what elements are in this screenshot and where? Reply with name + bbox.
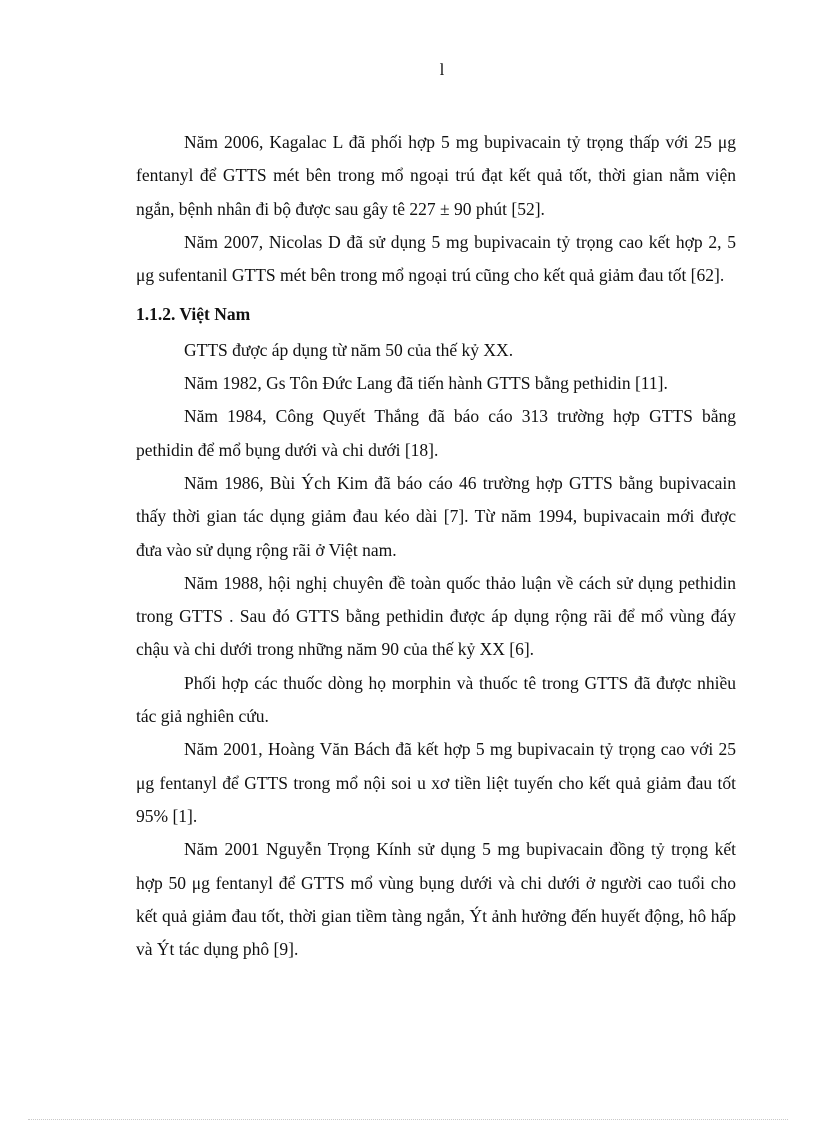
paragraph: Phối hợp các thuốc dòng họ morphin và thuốc tê trong GTTS đã được nhiều tác giả nghiên cứu. — [136, 672, 736, 727]
paragraph: Năm 1984, Công Quyết Thắng đã báo cáo 313 trường hợp GTTS bằng pethidin để mổ bụng dưới và chi dưới [18]. — [136, 406, 736, 460]
paragraph: Năm 2006, Kagalac L đã phối hợp 5 mg bupivacain tỷ trọng thấp với 25 μg fentanyl để GTTS mét bên trong mổ ngoại trú đạt kết quả tốt, thời gian nằm viện ngắn, bệnh nhân đi bộ được sau gây tê 227 ± 90 phút [52]. — [136, 132, 736, 219]
paragraph: Năm 2001 Nguyễn Trọng Kính sử dụng 5 mg bupivacain đồng tỷ trọng kết hợp 50 μg fentanyl để GTTS mổ vùng bụng dưới và chi dưới ở người cao tuổi cho kết quả giảm đau tốt, thời gian tiềm tàng ngắn, Ýt ảnh hưởng đến huyết động, hô hấp và Ýt tác dụng phô [9]. — [136, 839, 736, 960]
paragraph: Năm 1986, Bùi Ých Kim đã báo cáo 46 trường hợp GTTS bằng bupivacain thấy thời gian tác dụng giảm đau kéo dài [7]. Từ năm 1994, bupivacain mới được đưa vào sử dụng rộng rãi ở Việt nam. — [136, 472, 736, 560]
paragraph: GTTS được áp dụng từ năm 50 của thế kỷ XX. — [184, 339, 514, 360]
document-body — [136, 126, 736, 966]
section-heading: 1.1.2. Việt Nam — [136, 304, 251, 325]
paragraph: Năm 1982, Gs Tôn Đức Lang đã tiến hành GTTS bằng pethidin [11]. — [184, 373, 668, 394]
page-bottom-divider — [28, 1119, 788, 1120]
paragraph: Năm 2007, Nicolas D đã sử dụng 5 mg bupivacain tỷ trọng cao kết hợp 2, 5 μg sufentanil GTTS mét bên trong mổ ngoại trú cũng cho kết quả giảm đau tốt [62]. — [136, 231, 736, 286]
paragraph: Năm 1988, hội nghị chuyên đề toàn quốc thảo luận về cách sử dụng pethidin trong GTTS . Sau đó GTTS bằng pethidin được áp dụng rộng rãi để mổ vùng đáy chậu và chi dưới trong những năm 90 của thế kỷ XX [6]. — [136, 572, 736, 660]
paragraph: Năm 2001, Hoàng Văn Bách đã kết hợp 5 mg bupivacain tỷ trọng cao với 25 μg fentanyl để GTTS trong mổ nội soi u xơ tiền liệt tuyến cho kết quả giảm đau tốt 95% [1]. — [136, 739, 736, 826]
page-number: l — [439, 60, 445, 79]
